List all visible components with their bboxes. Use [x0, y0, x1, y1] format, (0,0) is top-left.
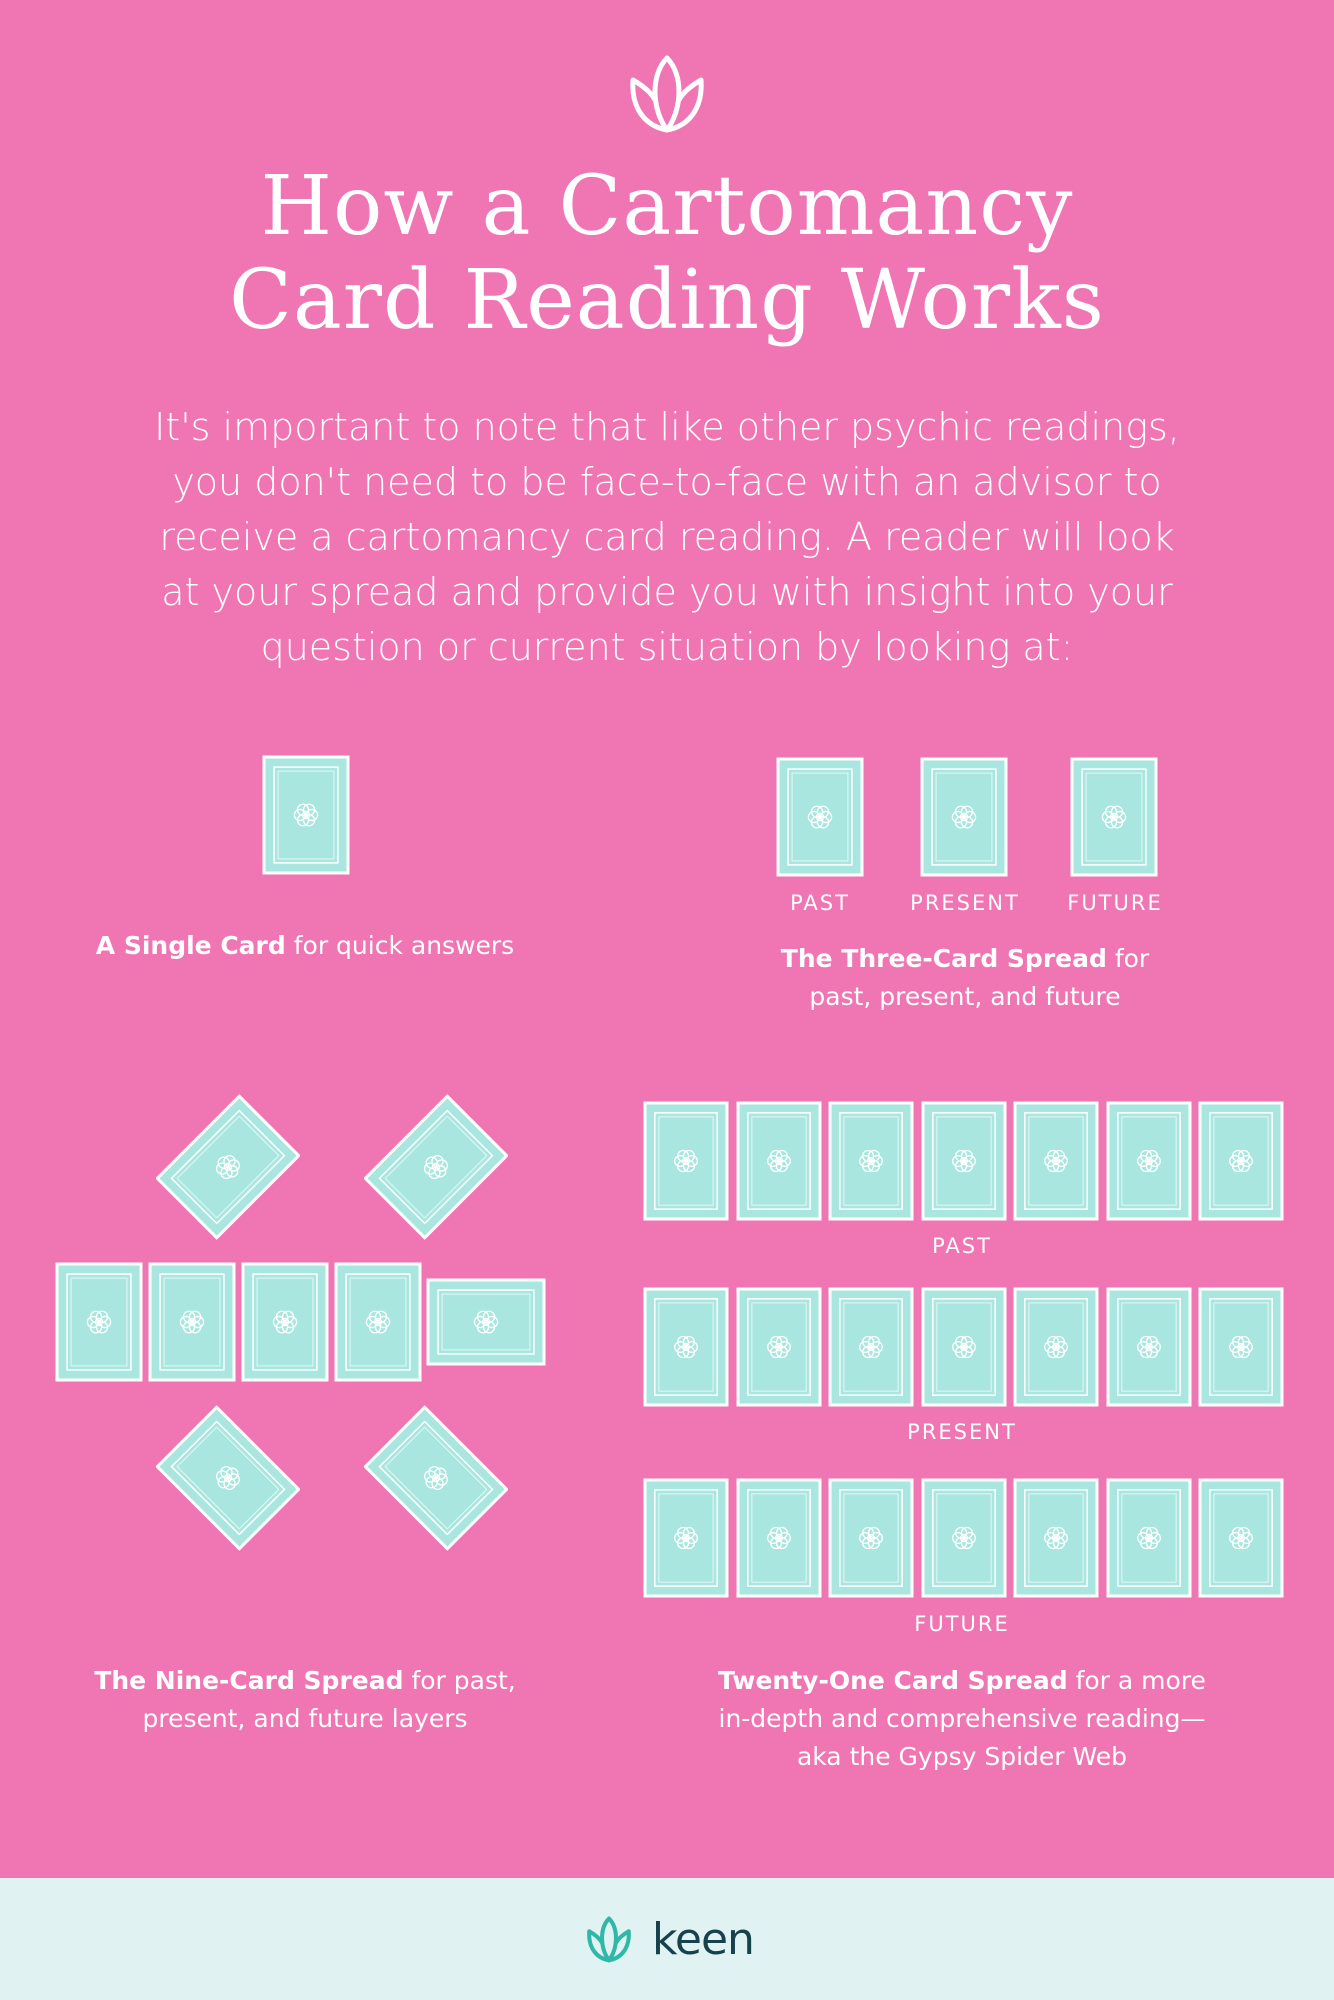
card — [1042, 729, 1186, 905]
nine-card-caption — [60, 1662, 550, 1738]
card — [1170, 1073, 1312, 1249]
page-title — [0, 160, 1334, 348]
intro-paragraph: It's important to note that like other psychic readings, you don't need to be face-to-face with an advisor to receive a cartomancy card reading. A reader will look at your spread and provide you with insight into your question or current situation by looking at: — [154, 405, 1180, 669]
card — [892, 729, 1036, 905]
card — [748, 729, 892, 905]
brand-name: keen — [652, 1914, 754, 1965]
single-card-caption-text: for quick answers — [285, 931, 515, 960]
three-card-caption — [755, 940, 1175, 1016]
twenty-one-caption-bold: Twenty-One Card Spread — [718, 1666, 1068, 1695]
nine-card-caption-bold: The Nine-Card Spread — [94, 1666, 404, 1695]
card — [1170, 1450, 1312, 1626]
twenty-one-caption-text: for a more in-depth and comprehensive reading—aka the Gypsy Spider Web — [718, 1666, 1206, 1771]
three-card-label-present: PRESENT — [910, 891, 1020, 915]
three-card-label-past: PAST — [790, 891, 850, 915]
card — [156, 1390, 300, 1566]
card — [364, 1079, 508, 1255]
three-card-caption-bold: The Three-Card Spread — [780, 944, 1107, 973]
single-card-caption-bold: A Single Card — [95, 931, 286, 960]
twenty-one-label-future: FUTURE — [914, 1612, 1010, 1636]
twenty-one-label-present: PRESENT — [907, 1420, 1017, 1444]
card — [364, 1390, 508, 1566]
three-card-caption-text: for past, present, and future — [809, 944, 1150, 1011]
lotus-icon — [580, 1914, 638, 1966]
card — [234, 727, 378, 903]
nine-card-caption-text: for past, present, and future layers — [142, 1666, 516, 1733]
twenty-one-caption — [712, 1662, 1212, 1776]
title-line-1: How a Cartomancy — [260, 159, 1074, 254]
twenty-one-label-past: PAST — [932, 1234, 992, 1258]
single-card-caption — [60, 927, 550, 965]
keen-logo[interactable] — [580, 1910, 780, 1970]
three-card-label-future: FUTURE — [1067, 891, 1163, 915]
footer — [0, 1878, 1334, 2000]
card — [1170, 1259, 1312, 1435]
card — [398, 1250, 574, 1394]
card — [156, 1079, 300, 1255]
lotus-icon — [617, 52, 717, 138]
title-line-2: Card Reading Works — [229, 253, 1105, 348]
